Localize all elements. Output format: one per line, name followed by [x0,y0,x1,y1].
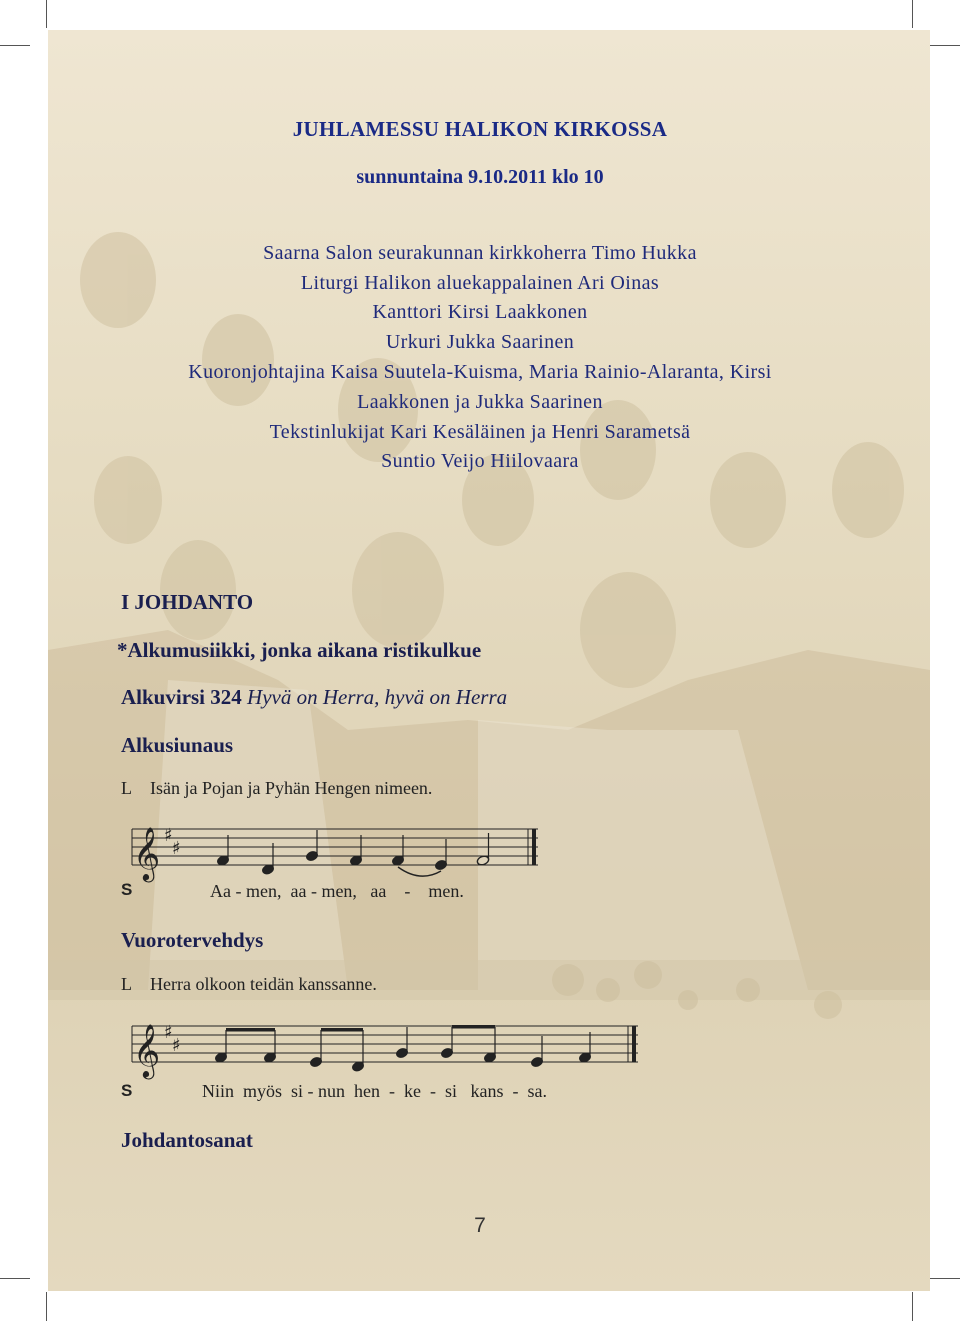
greeting-line [121,974,377,995]
service-date: sunnuntaina 9.10.2011 klo 10 [356,166,604,188]
sharp-icon: ♯ [172,838,181,859]
credit-line: Kuoronjohtajina Kaisa Suutela-Kuisma, Maria Rainio-Alaranta, Kirsi [188,361,772,383]
treble-clef-icon: 𝄞 [133,826,161,880]
crop-mark [912,1292,913,1321]
invocation-line [121,778,432,799]
crop-mark [46,0,47,28]
processional-line: *Alkumusiikki, jonka aikana ristikulkue [117,638,482,662]
credit-line: Liturgi Halikon aluekappalainen Ari Oinas [300,272,660,294]
hymn-line [121,685,507,710]
crop-mark [46,1292,47,1321]
greeting-heading: Vuorotervehdys [121,928,264,952]
page-title: JUHLAMESSU HALIKON KIRKOSSA [292,117,668,141]
music-staff [128,1012,643,1082]
invocation-heading: Alkusiunaus [121,733,234,757]
role-label: S [121,880,133,899]
crop-mark [0,1278,30,1279]
sharp-icon: ♯ [164,1022,173,1043]
credit-line: Saarna Salon seurakunnan kirkkoherra Timo Hukka [263,242,697,264]
credit-line: Laakkonen ja Jukka Saarinen [357,391,603,413]
greeting-text: Herra olkoon teidän kanssanne. [150,974,377,994]
section-heading: I JOHDANTO [121,590,254,614]
intro-heading: Johdantosanat [121,1128,253,1152]
hymn-title: Hyvä on Herra, hyvä on Herra [247,685,508,709]
credit-line: Urkuri Jukka Saarinen [385,331,575,353]
treble-clef-icon: 𝄞 [133,1023,161,1077]
hymn-label: Alkuvirsi 324 [121,685,242,709]
crop-mark [0,45,30,46]
credit-line: Suntio Veijo Hiilovaara [381,450,579,472]
role-label: S [121,1081,133,1100]
crop-mark [930,45,960,46]
role-label: L [121,778,132,798]
response-lyrics: Niin myös si - nun hen - ke - si kans - sa. [202,1081,547,1101]
role-label: L [121,974,132,994]
page-number: 7 [474,1214,486,1237]
invocation-text: Isän ja Pojan ja Pyhän Hengen nimeen. [150,778,433,798]
crop-mark [912,0,913,28]
crop-mark [930,1278,960,1279]
sharp-icon: ♯ [172,1035,181,1056]
credit-line: Tekstinlukijat Kari Kesäläinen ja Henri Sarametsä [269,421,691,443]
music-staff [128,815,548,885]
credit-line: Kanttori Kirsi Laakkonen [372,301,588,323]
sharp-icon: ♯ [164,825,173,846]
response-lyrics: Aa - men, aa - men, aa - men. [210,881,464,901]
